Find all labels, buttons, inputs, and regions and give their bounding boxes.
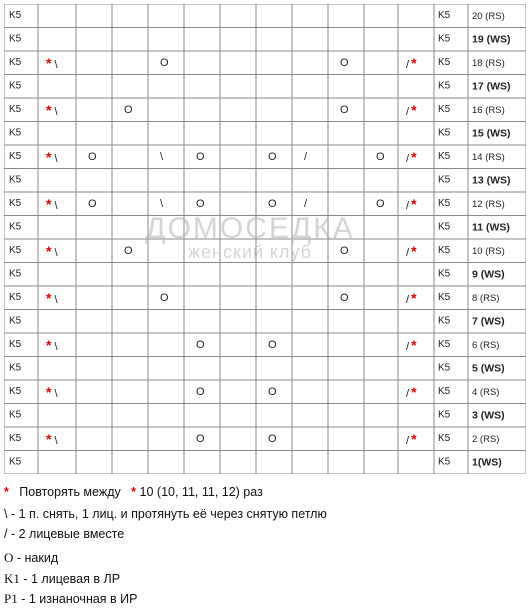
yarn-over-symbol: O [196,150,205,163]
yarn-over-symbol: O [196,385,205,398]
repeat-end-symbol: / * [406,383,417,400]
repeat-start-symbol: * \ [46,383,58,400]
yarn-over-symbol: O [196,432,205,445]
yarn-over-symbol: O [268,432,277,445]
row-number-label: 2 (RS) [472,433,500,445]
legend-p1 [4,592,137,606]
legend-slip [4,508,327,521]
repeat-start-symbol: * \ [46,101,58,118]
edge-label-right: K5 [438,174,451,186]
yarn-over-symbol: O [268,385,277,398]
edge-label-left: K5 [9,56,22,68]
edge-label-left: K5 [9,174,22,186]
edge-label-right: K5 [438,456,451,468]
edge-label-right: K5 [438,127,451,139]
p1-symbol: P1 [4,591,18,606]
watermark-subtitle: женский клуб [187,242,313,262]
k2tog-symbol-icon: / [4,527,8,541]
yarn-over-symbol: O [376,197,385,210]
repeat-start-symbol: * \ [46,242,58,259]
repeat-end-symbol: / * [406,430,417,447]
slip-knit-pass-symbol: \ [160,197,164,210]
row-number-label: 14 (RS) [472,151,505,163]
yarn-over-symbol: O [376,150,385,163]
row-number-label: 13 (WS) [472,174,511,187]
legend-yo-text: - накид [16,551,59,565]
edge-label-left: K5 [9,197,22,209]
row-number-label: 20 (RS) [472,10,505,22]
edge-label-left: K5 [9,362,22,374]
repeat-start-symbol: * \ [46,195,58,212]
yarn-over-symbol: O [268,338,277,351]
edge-label-right: K5 [438,338,451,350]
legend-slip-text: - 1 п. снять, 1 лиц. и протянуть её через снятую петлю [10,507,327,521]
legend-k2tog-text: - 2 лицевые вместе [10,527,125,541]
repeat-end-symbol: / * [406,289,417,306]
edge-label-right: K5 [438,103,451,115]
yarn-over-symbol: O [340,244,349,257]
edge-label-left: K5 [9,244,22,256]
edge-label-left: K5 [9,385,22,397]
repeat-end-symbol: / * [406,148,417,165]
edge-label-right: K5 [438,9,451,21]
row-number-label: 17 (WS) [472,80,511,93]
row-number-label: 12 (RS) [472,198,505,210]
repeat-end-symbol: / * [406,242,417,259]
k1-symbol: K1 [4,571,20,586]
edge-label-left: K5 [9,150,22,162]
legend-repeat-text-a: Повторять между [19,485,121,499]
edge-label-right: K5 [438,221,451,233]
row-number-label: 6 (RS) [472,339,500,351]
legend-repeat-text-b: 10 (10, 11, 11, 12) раз [139,485,263,499]
yarn-over-symbol: O [268,197,277,210]
repeat-end-symbol: / * [406,101,417,118]
edge-label-right: K5 [438,385,451,397]
edge-label-right: K5 [438,33,451,45]
yarn-over-symbol: O [340,291,349,304]
legend-k2tog [4,528,124,541]
repeat-start-symbol: * \ [46,430,58,447]
edge-label-right: K5 [438,362,451,374]
legend-k1-text: - 1 лицевая в ЛР [23,572,121,586]
repeat-start-symbol: * \ [46,336,58,353]
row-number-label: 9 (WS) [472,268,505,281]
edge-label-right: K5 [438,150,451,162]
yarn-over-symbol: O [340,56,349,69]
edge-label-right: K5 [438,291,451,303]
row-number-label: 15 (WS) [472,127,511,140]
edge-label-left: K5 [9,80,22,92]
repeat-end-symbol: / * [406,195,417,212]
edge-label-right: K5 [438,409,451,421]
legend-yo [4,551,58,565]
yarn-over-symbol: O [160,291,169,304]
edge-label-left: K5 [9,291,22,303]
repeat-end-symbol: / * [406,54,417,71]
edge-label-right: K5 [438,432,451,444]
edge-label-left: K5 [9,33,22,45]
edge-label-right: K5 [438,244,451,256]
edge-label-right: K5 [438,197,451,209]
edge-label-left: K5 [9,127,22,139]
repeat-start-symbol: * \ [46,54,58,71]
repeat-star-icon: * [4,485,9,499]
edge-label-right: K5 [438,80,451,92]
row-number-label: 19 (WS) [472,33,511,46]
repeat-end-symbol: / * [406,336,417,353]
row-number-label: 4 (RS) [472,386,500,398]
edge-label-left: K5 [9,456,22,468]
yarn-over-symbol: O [268,150,277,163]
yarn-over-symbol: O [124,103,133,116]
edge-label-right: K5 [438,315,451,327]
k2tog-symbol: / [304,197,308,210]
edge-label-left: K5 [9,432,22,444]
repeat-start-symbol: * \ [46,148,58,165]
edge-label-left: K5 [9,338,22,350]
edge-label-left: K5 [9,103,22,115]
row-number-label: 1(WS) [472,456,502,469]
row-number-label: 7 (WS) [472,315,505,328]
row-number-label: 16 (RS) [472,104,505,116]
yarn-over-symbol: O [340,103,349,116]
row-number-label: 11 (WS) [472,221,510,234]
yarn-over-symbol: O [160,56,169,69]
repeat-star-icon-2: * [131,485,137,499]
edge-label-left: K5 [9,315,22,327]
edge-label-left: K5 [9,409,22,421]
row-number-label: 5 (WS) [472,362,505,375]
yarn-over-symbol: O [88,197,97,210]
knitting-chart [4,4,526,474]
row-number-label: 10 (RS) [472,245,505,257]
yo-symbol-icon: O [4,550,14,565]
edge-label-left: K5 [9,9,22,21]
yarn-over-symbol: O [88,150,97,163]
legend-p1-text: - 1 изнаночная в ИР [21,592,138,606]
row-number-label: 18 (RS) [472,57,505,69]
repeat-start-symbol: * \ [46,289,58,306]
edge-label-left: K5 [9,221,22,233]
watermark-title: ДОМОСЕДКА [145,212,355,245]
row-number-label: 8 (RS) [472,292,500,304]
legend-repeat [4,486,263,499]
row-number-label: 3 (WS) [472,409,505,422]
edge-label-right: K5 [438,268,451,280]
slip-knit-pass-symbol: \ [160,150,164,163]
k2tog-symbol: / [304,150,308,163]
edge-label-left: K5 [9,268,22,280]
yarn-over-symbol: O [196,197,205,210]
yarn-over-symbol: O [196,338,205,351]
yarn-over-symbol: O [124,244,133,257]
slip-symbol-icon: \ [4,507,8,521]
legend-k1 [4,572,120,586]
edge-label-right: K5 [438,56,451,68]
